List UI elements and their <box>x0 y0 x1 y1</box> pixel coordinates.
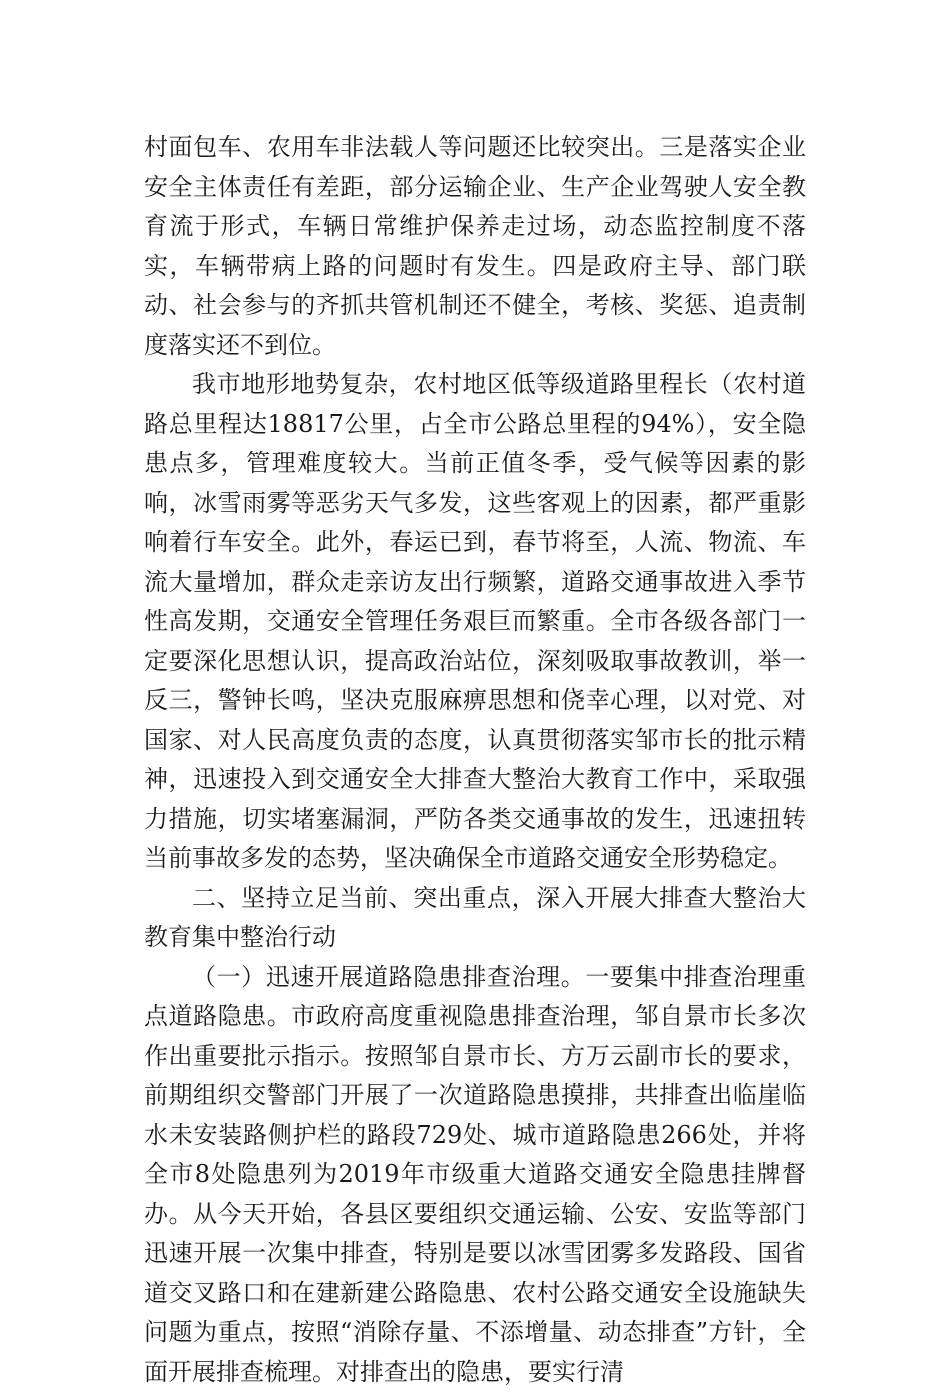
section-heading-2: 二、坚持立足当前、突出重点，深入开展大排查大整治大教育集中整治行动 <box>144 879 806 958</box>
paragraph-1: 村面包车、农用车非法载人等问题还比较突出。三是落实企业安全主体责任有差距，部分运输企业、生产企业驾驶人安全教育流于形式，车辆日常维护保养走过场，动态监控制度不落实，车辆带病上路的问题时有发生。四是政府主导、部门联动、社会参与的齐抓共管机制还不健全，考核、奖惩、追责制度落实还不到位。 <box>144 128 806 365</box>
paragraph-2: 我市地形地势复杂，农村地区低等级道路里程长（农村道路总里程达18817公里，占全市公路总里程的94%），安全隐患点多，管理难度较大。当前正值冬季，受气候等因素的影响，冰雪雨雾等恶劣天气多发，这些客观上的因素，都严重影响着行车安全。此外，春运已到，春节将至，人流、物流、车流大量增加，群众走亲访友出行频繁，道路交通事故进入季节性高发期，交通安全管理任务艰巨而繁重。全市各级各部门一定要深化思想认识，提高政治站位，深刻吸取事故教训，举一反三，警钟长鸣，坚决克服麻痹思想和侥幸心理，以对党、对国家、对人民高度负责的态度，认真贯彻落实邹市长的批示精神，迅速投入到交通安全大排查大整治大教育工作中，采取强力措施，切实堵塞漏洞，严防各类交通事故的发生，迅速扭转当前事故多发的态势，坚决确保全市道路交通安全形势稳定。 <box>144 365 806 879</box>
document-body <box>144 128 806 1392</box>
paragraph-3: （一）迅速开展道路隐患排查治理。一要集中排查治理重点道路隐患。市政府高度重视隐患排查治理，邹自景市长多次作出重要批示指示。按照邹自景市长、方万云副市长的要求，前期组织交警部门开展了一次道路隐患摸排，共排查出临崖临水未安装路侧护栏的路段729处、城市道路隐患266处，并将全市8处隐患列为2019年市级重大道路交通安全隐患挂牌督办。从今天开始，各县区要组织交通运输、公安、安监等部门迅速开展一次集中排查，特别是要以冰雪团雾多发路段、国省道交叉路口和在建新建公路隐患、农村公路交通安全设施缺失问题为重点，按照“消除存量、不添增量、动态排查”方针，全面开展排查梳理。对排查出的隐患，要实行清 <box>144 958 806 1392</box>
